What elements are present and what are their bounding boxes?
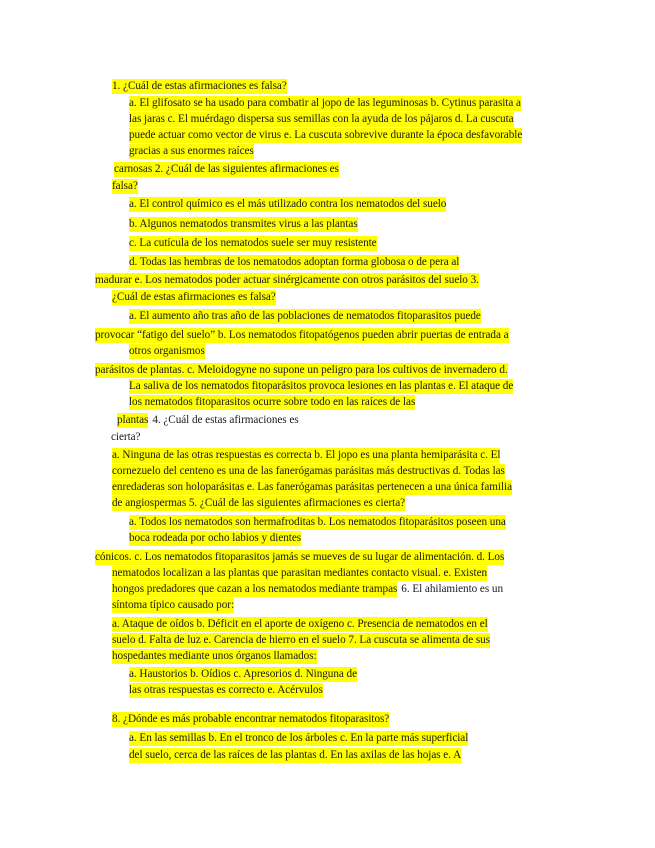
question-2-option-d: d. Todas las hembras de los nematodos adoptan forma globosa o de pera al	[129, 256, 460, 268]
question-5-options-line: boca rodeada por ocho labios y dientes	[129, 532, 302, 544]
question-4-options-line: enredaderas son holoparásitas e. Las fanerógamas parásitas pertenecen a una única familia	[112, 481, 512, 493]
question-4-options-line: cornezuelo del centeno es una de las fanerógamas parásitas más destructivas d. Todas las	[112, 465, 505, 477]
question-2-title: carnosas 2. ¿Cuál de las siguientes afirmaciones es	[114, 163, 339, 175]
question-6-options-line: a. Ataque de oídos b. Déficit en el aporte de oxígeno c. Presencia de nematodos en el	[112, 618, 488, 630]
question-1-options-line: puede actuar como vector de virus e. La cuscuta sobrevive durante la época desfavorable	[129, 129, 523, 141]
question-1-options-line: las jaras c. El muérdago dispersa sus semillas con la ayuda de los pájaros d. La cuscuta	[129, 113, 514, 125]
question-3-options-line: otros organismos	[129, 345, 205, 357]
question-6-title-cont: síntoma típico causado por:	[112, 599, 234, 611]
question-1-title: 1. ¿Cuál de estas afirmaciones es falsa?	[112, 80, 287, 92]
question-5-options-line: a. Todos los nematodos son hermafroditas b. Los nematodos fitoparásitos poseen una	[129, 516, 506, 528]
question-2-option-b: b. Algunos nematodos transmites virus a las plantas	[129, 218, 358, 230]
question-1-options-line: gracias a sus enormes raíces	[129, 145, 254, 157]
question-3-title: ¿Cuál de estas afirmaciones es falsa?	[112, 291, 276, 303]
question-5-options-line: cónicos. c. Los nematodos fitoparasitos jamás se mueves de su lugar de alimentación. d. Los	[95, 551, 505, 563]
question-4-title: plantas 4. ¿Cuál de estas afirmaciones es	[117, 414, 299, 426]
question-5-options-line: nematodos localizan a las plantas que parasitan mediantes contacto visual. e. Existen	[112, 567, 488, 579]
question-3-options-line: provocar “fatigo del suelo” b. Los nematodos fitopatógenos pueden abrir puertas de entrada a	[95, 329, 509, 341]
question-3-options-line: La saliva de los nematodos fitoparásitos provoca lesiones en las plantas e. El ataque de	[129, 380, 514, 392]
question-7-options-line: las otras respuestas es correcto e. Acérvulos	[129, 684, 323, 696]
question-2-option-a: a. El control químico es el más utilizado contra los nematodos del suelo	[129, 198, 447, 210]
question-7-title-cont: hospedantes mediante unos órganos llamados:	[112, 650, 317, 662]
question-3-options-line: parásitos de plantas. c. Meloidogyne no supone un peligro para los cultivos de invernadero d.	[95, 364, 508, 376]
question-6-options-line: suelo d. Falta de luz e. Carencia de hierro en el suelo 7. La cuscuta se alimenta de sus	[112, 634, 491, 646]
question-4-options-line: a. Ninguna de las otras respuestas es correcta b. El jopo es una planta hemiparásita c. El	[112, 449, 501, 461]
question-8-options-line: del suelo, cerca de las raíces de las plantas d. En las axilas de las hojas e. A	[129, 749, 462, 761]
question-5-title-line: de angiospermas 5. ¿Cuál de las siguientes afirmaciones es cierta?	[112, 497, 406, 509]
question-2-title-cont: falsa?	[112, 180, 138, 192]
question-3-options-line: a. El aumento año tras año de las poblaciones de nematodos fitoparasitos puede	[129, 310, 481, 322]
question-8-title: 8. ¿Dónde es más probable encontrar nematodos fitoparasitos?	[112, 713, 390, 725]
question-5-options-line: hongos predadores que cazan a los nematodos mediante trampas 6. El ahilamiento es un	[112, 583, 503, 595]
question-3-options-line: los nematodos fitoparasitos ocurre sobre todo en las raíces de las	[129, 396, 416, 408]
question-2-option-e-line: madurar e. Los nematodos poder actuar sinérgicamente con otros parásitos del suelo 3.	[95, 274, 479, 286]
question-2-option-c: c. La cutícula de los nematodos suele ser muy resistente	[129, 237, 377, 249]
question-4-title-cont: cierta?	[111, 431, 141, 443]
question-1-options-line: a. El glifosato se ha usado para combatir al jopo de las leguminosas b. Cytinus parasita a	[129, 97, 521, 109]
question-7-options-line: a. Haustorios b. Oídios c. Apresorios d. Ninguna de	[129, 668, 358, 680]
question-8-options-line: a. En las semillas b. En el tronco de los árboles c. En la parte más superficial	[129, 732, 469, 744]
